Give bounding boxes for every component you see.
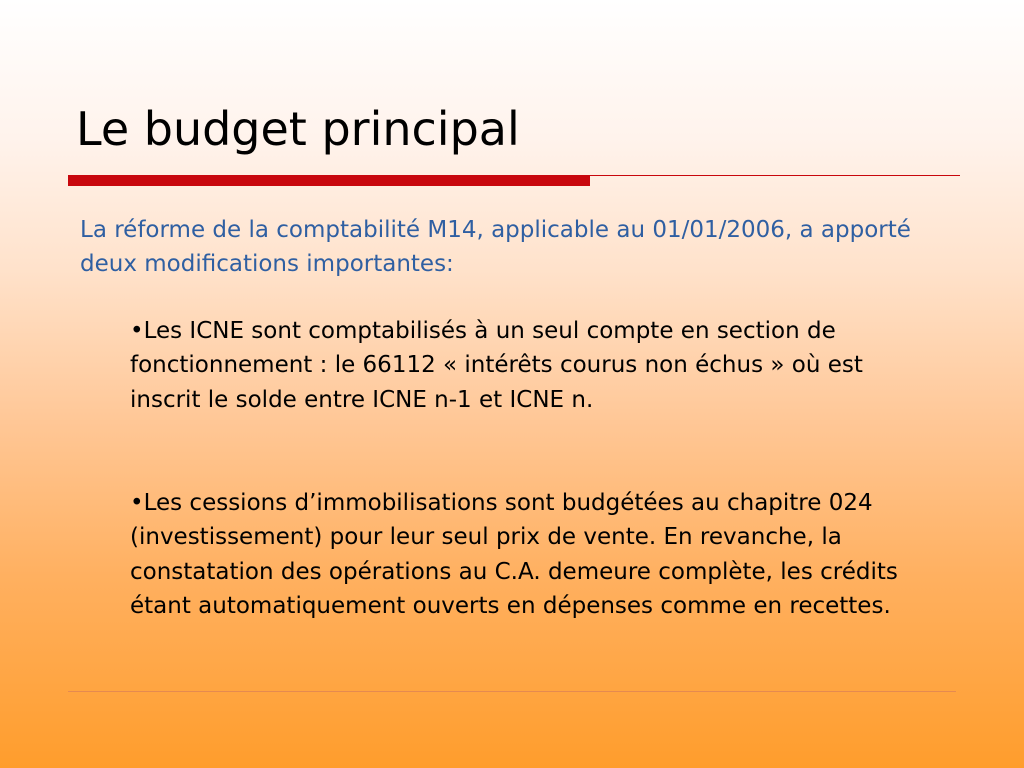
- bullet-item-icne: •Les ICNE sont comptabilisés à un seul compte en section de fonctionnement : le 66112 « intérêts courus non échus » où est inscrit le solde entre ICNE n-1 et ICNE n.: [130, 318, 863, 413]
- bullet-item-cessions: •Les cessions d’immobilisations sont budgétées au chapitre 024 (investissement) pour leur seul prix de vente. En revanche, la constatation des opérations au C.A. demeure complète, les crédits étant automatiquement ouverts en dépenses comme en recettes.: [130, 490, 898, 620]
- slide-title: Le budget principal: [76, 102, 520, 156]
- intro-paragraph: La réforme de la comptabilité M14, applicable au 01/01/2006, a apporté deux modifications importantes:: [80, 217, 911, 277]
- title-underline-thick: [68, 175, 590, 186]
- bottom-divider: [68, 691, 956, 692]
- title-underline-thin: [590, 175, 960, 176]
